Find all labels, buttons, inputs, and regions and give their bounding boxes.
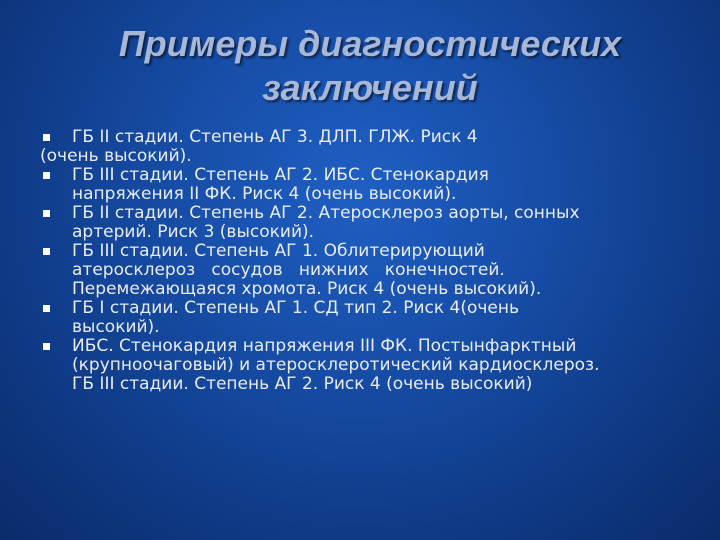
list-item-line: артерий. Риск 3 (высокий). [72, 222, 315, 242]
list-item-line: ГБ III стадии. Степень АГ 1. Облитерирующий [72, 241, 485, 261]
list-item-line: ГБ I стадии. Степень АГ 1. СД тип 2. Риск 4(очень [72, 298, 519, 318]
list-item-line: ГБ II стадии. Степень АГ 3. ДЛП. ГЛЖ. Риск 4 [72, 127, 478, 147]
list-item [40, 204, 690, 242]
list-item-line: высокий). [72, 317, 160, 337]
slide-title [60, 22, 680, 110]
list-item-line: ИБС. Стенокардия напряжения III ФК. Постынфарктный [72, 336, 577, 356]
list-item-line: ГБ III стадии. Степень АГ 2. ИБС. Стенокардия [72, 165, 489, 185]
square-bullet-icon [43, 172, 50, 179]
list-item-line: атеросклероз сосудов нижних конечностей. [72, 260, 505, 280]
list-item [40, 299, 690, 337]
bullet-list [40, 128, 690, 394]
square-bullet-icon [43, 343, 50, 350]
list-item-line: напряжения II ФК. Риск 4 (очень высокий). [72, 184, 457, 204]
list-item-line: ГБ III стадии. Степень АГ 2. Риск 4 (очень высокий) [72, 374, 533, 394]
slide-title-line-2: заключений [262, 67, 478, 108]
list-item [40, 128, 690, 166]
square-bullet-icon [43, 134, 50, 141]
list-item-line: (крупноочаговый) и атеросклеротический кардиосклероз. [72, 355, 600, 375]
list-item [40, 337, 690, 394]
list-item [40, 166, 690, 204]
square-bullet-icon [43, 305, 50, 312]
square-bullet-icon [43, 248, 50, 255]
square-bullet-icon [43, 210, 50, 217]
list-item [40, 242, 690, 299]
slide-title-line-1: Примеры диагностических [118, 23, 622, 64]
list-item-line: Перемежающаяся хромота. Риск 4 (очень высокий). [72, 279, 542, 299]
list-item-line: (очень высокий). [40, 146, 192, 166]
list-item-line: ГБ II стадии. Степень АГ 2. Атеросклероз аорты, сонных [72, 203, 580, 223]
